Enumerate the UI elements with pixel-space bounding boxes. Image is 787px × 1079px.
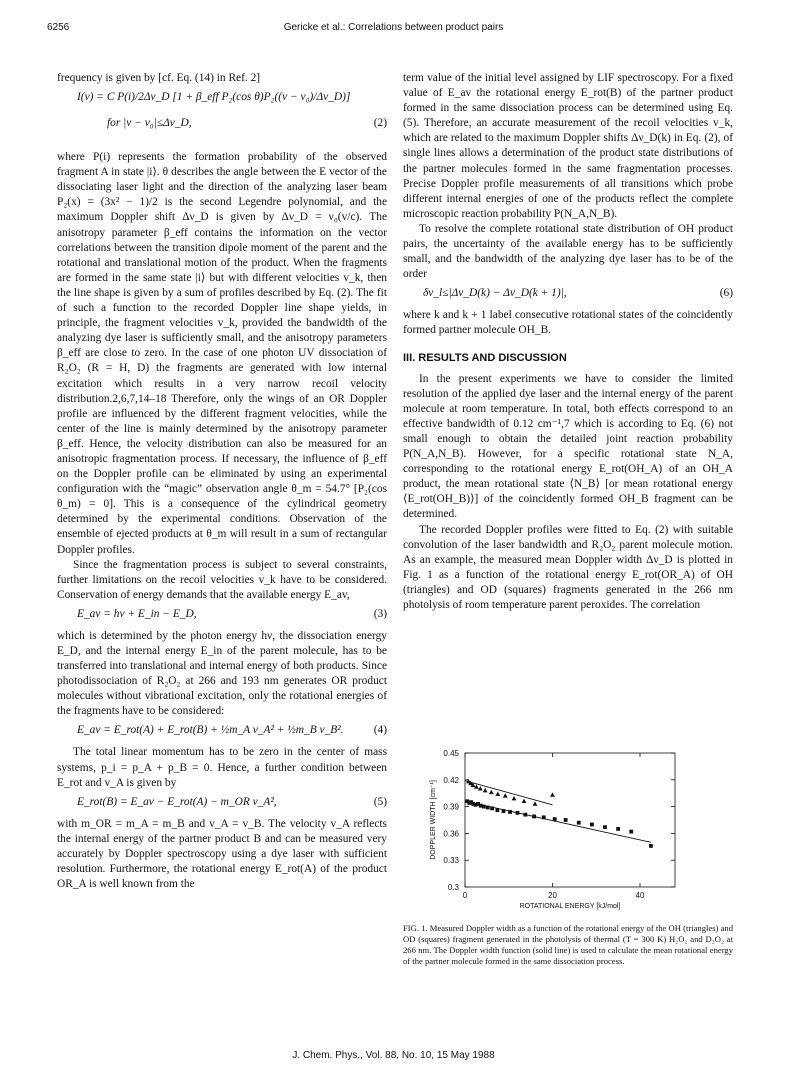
equation-6 bbox=[403, 286, 733, 304]
y-tick-label: 0.39 bbox=[443, 802, 459, 812]
page-number: 6256 bbox=[47, 22, 70, 33]
equation-2 bbox=[57, 90, 387, 146]
x-tick-label: 40 bbox=[635, 891, 645, 900]
data-point-triangle bbox=[495, 791, 500, 795]
paragraph: Since the fragmentation process is subject to several constraints, further limitations on the recoil velocities v_k have to be considered. Conservation of energy demands that the available energy E_av, bbox=[57, 558, 387, 601]
fit-line bbox=[465, 781, 553, 805]
journal-footer: J. Chem. Phys., Vol. 88, No. 10, 15 May 1988 bbox=[292, 1050, 495, 1061]
paragraph: In the present experiments we have to consider the limited resolution of the applied dye laser and the internal energy of the parent molecule at room temperature. In total, both effects correspond to an effective bandwidth of 0.12 cm⁻¹,7 which is according to Eq. (6) not small enough to obtain the detailed joint reaction probability P(N_A,N_B). However, for a specific rotational state N_A, corresponding to the rotational energy E_rot(OH_A) of an OH_A product, the mean rotational state ⟨N_B⟩ [or mean rotational energy ⟨E_rot(OH_B)⟩] of the coincidently formed OH_B fragment can be determined. bbox=[403, 372, 733, 521]
data-point-square bbox=[564, 818, 568, 822]
equation-5 bbox=[57, 795, 387, 813]
data-point-triangle bbox=[483, 788, 488, 792]
doppler-width-chart bbox=[403, 745, 733, 920]
plot-frame bbox=[465, 753, 675, 887]
paragraph: which is determined by the photon energy hν, the dissociation energy E_D, and the internal energy E_in of the parent molecule, has to be transferred into translational and internal energy of both products. Since photodissociation of R₂O₂ at 266 and 193 nm generates OR product molecules without vibrational excitation, only the rotational energies of the fragments have to be considered: bbox=[57, 629, 387, 718]
running-title: Gericke et al.: Correlations between product pairs bbox=[283, 22, 504, 33]
y-axis-label: DOPPLER WIDTH [cm⁻¹] bbox=[430, 780, 437, 860]
paragraph: term value of the initial level assigned by LIF spectroscopy. For a fixed value of E_av the rotational energy E_rot(B) of the partner product formed in the same dissociation process can be determined using Eq. (5). Therefore, an accurate measurement of the recoil velocities v_k, which are related to the maximum Doppler shifts Δν_D(k) in Eq. (2), of single lines allows a determination of the product state distributions of the partner molecules formed in the same fragmentation processes. Precise Doppler profile measurements of all transitions which probe different internal energies of one of the products reflect the complete microscopic reaction probability P(N_A,N_B). bbox=[403, 72, 733, 220]
y-tick-label: 0.42 bbox=[443, 775, 459, 785]
data-point-triangle bbox=[533, 801, 538, 805]
data-point-square bbox=[482, 805, 486, 809]
data-point-triangle bbox=[489, 790, 494, 794]
data-point-square bbox=[629, 830, 633, 834]
data-point-square bbox=[616, 827, 620, 831]
equation-number: (2) bbox=[373, 117, 387, 130]
paragraph: To resolve the complete rotational state distribution of OH product pairs, the uncertainty of the available energy has to be sufficiently small, and the bandwidth of the analyzing dye laser has to be of the order bbox=[403, 222, 733, 281]
data-point-triangle bbox=[503, 793, 508, 797]
paragraph: with m_OR = m_A = m_B and v_A = v_B. The velocity v_A reflects the internal energy of the partner product B and can be measured very accurately by Doppler spectroscopy using a dye laser with sufficient resolution. Furthermore, the rotational energy E_rot(A) of the product OR_A is well known from the bbox=[57, 817, 387, 891]
data-point-square bbox=[553, 817, 557, 821]
figure-caption: FIG. 1. Measured Doppler width as a function of the rotational energy of the OH (triangles) and OD (squares) fragment generated in the photolysis of thermal (T = 300 K) H₂O₂ and D₂O₂ at 266 nm. The Doppler width function (solid line) is used to calculate the mean rotational energy of the partner molecule formed in the same dissociation process. bbox=[403, 923, 733, 966]
y-tick-label: 0.45 bbox=[443, 749, 459, 758]
equation-3 bbox=[57, 607, 387, 625]
x-tick-label: 0 bbox=[462, 891, 468, 900]
running-header bbox=[47, 22, 740, 36]
right-column bbox=[403, 71, 733, 613]
equation-body: E_rot(B) = E_av − E_rot(A) − m_OR v_A², bbox=[77, 795, 277, 808]
data-point-triangle bbox=[512, 796, 517, 800]
equation-number: (6) bbox=[719, 287, 733, 300]
equation-number: (3) bbox=[373, 607, 387, 620]
data-point-square bbox=[486, 806, 490, 810]
equation-number: (4) bbox=[373, 724, 387, 737]
x-tick-label: 20 bbox=[548, 891, 557, 900]
data-point-square bbox=[577, 821, 581, 825]
equation-body: δν_l≤|Δν_D(k) − Δν_D(k + 1)|, bbox=[423, 287, 567, 300]
y-tick-label: 0.3 bbox=[447, 883, 459, 892]
data-point-triangle bbox=[550, 792, 555, 796]
data-point-square bbox=[523, 813, 527, 817]
data-point-square bbox=[516, 811, 520, 815]
equation-body: I(ν) = C P(i)/2Δν_D [1 + β_eff P₂(cos θ)P₂((ν − ν₀)/Δν_D)] bbox=[77, 91, 351, 104]
y-tick-label: 0.33 bbox=[443, 856, 459, 866]
x-axis-label: ROTATIONAL ENERGY [kJ/mol] bbox=[519, 903, 621, 910]
data-point-triangle bbox=[478, 786, 483, 790]
paragraph: where P(i) represents the formation probability of the observed fragment A in state |i⟩. θ describes the angle between the E vector of the dissociating laser light and the direction of the analyzing laser beam P₂(x) = (3x² − 1)/2 is the second Legendre polynomial, and the maximum Doppler shift Δν_D is given by Δν_D = ν₀(v/c). The anisotropy parameter β_eff contains the information on the vector correlations between the transition dipole moment of the parent and the rotational and translational motion of the product. When the fragments are formed in the same state |i⟩ but with different velocities v_k, then the line shape is given by a sum of profiles described by Eq. (2). The fit of such a function to the recorded Doppler line shape yields, in principle, the fragment velocities v_k, provided the bandwidth of the analyzing dye laser is sufficiently small, and the anisotropy parameters β_eff are close to zero. In the case of one photon UV dissociation of R₂O₂ (R = H, D) the fragments are generated with low internal excitation which results in a very narrow recoil velocity distribution.2,6,7,14–18 Therefore, only the wings of an OR Doppler profile are influenced by the different fragment velocities, while the center of the line is mainly determined by the anisotropy parameter β_eff. Hence, the velocity distribution can also be measured for an anisotropic fragmentation process. If necessary, the influence of β_eff on the Doppler profile can be eliminated by using an experimental configuration with the “magic” observation angle θ_m = 54.7° [P₂(cos θ_m) = 0]. This is a consequence of the cylindrical geometry determined by the experimental conditions. Observation of the ensemble of ejected products at θ_m will result in a sum of rectangular Doppler profiles. bbox=[57, 151, 387, 556]
data-point-square bbox=[490, 806, 494, 810]
equation-body: E_av = E_rot(A) + E_rot(B) + ½m_A v_A² + ½m_B v_B². bbox=[77, 724, 344, 737]
data-point-square bbox=[495, 808, 499, 812]
equation-condition: for |ν − ν₀|≤Δν_D, bbox=[107, 117, 192, 130]
paragraph: The total linear momentum has to be zero in the center of mass systems, p_i = p_A + p_B = 0. Hence, a further condition between E_rot and v_A is given by bbox=[57, 746, 387, 789]
data-point-square bbox=[502, 809, 506, 813]
section-heading: III. RESULTS AND DISCUSSION bbox=[403, 351, 567, 364]
paragraph: where k and k + 1 label consecutive rotational states of the coincidently formed partner molecule OH_B. bbox=[403, 309, 733, 337]
data-point-square bbox=[590, 823, 594, 827]
data-point-square bbox=[532, 815, 536, 819]
equation-number: (5) bbox=[373, 795, 387, 808]
data-point-square bbox=[603, 825, 607, 829]
equation-body: E_av = hν + E_in − E_D, bbox=[77, 607, 197, 620]
paragraph: frequency is given by [cf. Eq. (14) in Ref. 2] bbox=[57, 72, 261, 84]
data-point-square bbox=[508, 810, 512, 814]
figure-1 bbox=[403, 745, 733, 925]
data-point-square bbox=[542, 815, 546, 819]
data-point-square bbox=[649, 844, 653, 848]
data-point-triangle bbox=[522, 799, 527, 803]
y-tick-label: 0.36 bbox=[443, 829, 459, 839]
paragraph: The recorded Doppler profiles were fitted to Eq. (2) with suitable convolution of the laser bandwidth and R₂O₂ parent molecule motion. As an example, the measured mean Doppler width Δν_D is plotted in Fig. 1 as a function of the rotational energy E_rot(OR_A) of OH (triangles) and OD (squares) fragments generated in the 266 nm photolysis of room temperature parent peroxides. The correlation bbox=[403, 523, 733, 611]
equation-4 bbox=[57, 723, 387, 741]
left-column bbox=[57, 71, 387, 892]
